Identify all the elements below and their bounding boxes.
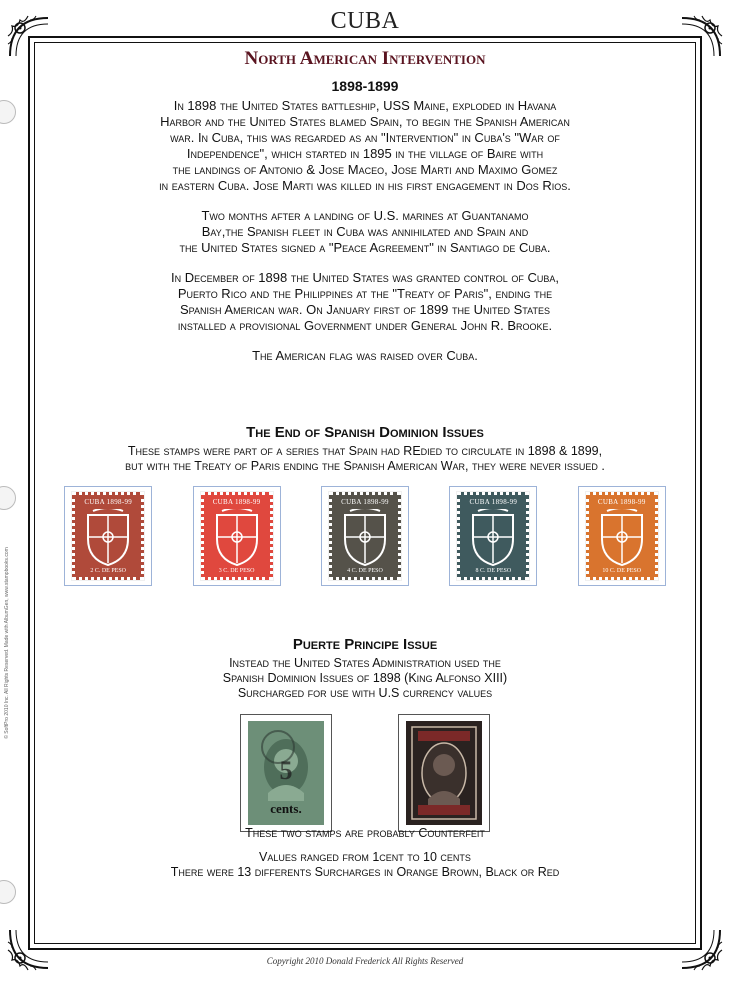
king-portrait-icon (406, 721, 482, 825)
stamp (72, 492, 144, 580)
side-credit: © SoftPro 2010 Inc. All Rights Reserved. Made with AlbumGen, www.stampbooks.com (4, 547, 10, 739)
section-title: The End of Spanish Dominion Issues (246, 424, 484, 441)
stamp-mount (398, 714, 490, 832)
stamp (329, 492, 401, 580)
spanish-dominion-section (44, 424, 686, 474)
main-text (44, 48, 686, 378)
stamp-country-label: CUBA 1898-99 (597, 498, 646, 506)
years-label: 1898-1899 (331, 78, 399, 94)
counterfeit-caption: These two stamps are probably Counterfeit (245, 826, 485, 840)
stamp-mount (64, 486, 152, 586)
stamp-value-label: 2 C. DE PESO (90, 568, 127, 574)
section-title: Puerte Principe Issue (292, 636, 438, 653)
stamp (457, 492, 529, 580)
stamp-mount (578, 486, 666, 586)
page-title: CUBA (330, 8, 400, 34)
dominion-stamp-row (44, 486, 686, 586)
coat-of-arms-icon (83, 509, 133, 567)
history-paragraph: In 1898 the United States battleship, USS Maine, exploded in Havana Harbor and the United States blamed Spain, to begin the Spanish American war. In Cuba, this was regarded as an "Intervention" in Cuba's "War of Independence", which started in 1895 in the village of Baire with the landings of Antonio & Jose Maceo, Jose Marti and Maximo Gomez in eastern Cuba. Jose Marti was killed in his first engagement in Dos Rios. (159, 98, 571, 193)
coat-of-arms-icon (340, 509, 390, 567)
section-heading: North American Intervention (244, 48, 486, 69)
svg-text:5: 5 (279, 756, 293, 785)
history-paragraph: Two months after a landing of U.S. marines at Guantanamo Bay,the Spanish fleet in Cuba was annihilated and Spain and the United States signed a "Peace Agreement" in Santiago de Cuba. (179, 208, 551, 255)
puerto-principe-section (44, 636, 686, 701)
stamp-mount (240, 714, 332, 832)
stamp-country-label: CUBA 1898-99 (469, 498, 518, 506)
stamp-mount (449, 486, 537, 586)
stamp (586, 492, 658, 580)
section-description: These stamps were part of a series that Spain had REdied to circulate in 1898 & 1899, but with the Treaty of Paris ending the Spanish American War, they were never issued . (125, 444, 605, 473)
stamp-mount (321, 486, 409, 586)
stamp-value-label: 4 C. DE PESO (347, 568, 383, 574)
values-caption: Values ranged from 1cent to 10 cents There were 13 differents Surcharges in Orange Brown, Black or Red (170, 850, 560, 879)
stamp (201, 492, 273, 580)
punch-hole-icon (0, 100, 16, 124)
surcharged-stamp (406, 721, 482, 825)
history-paragraph: In December of 1898 the United States was granted control of Cuba, Puerto Rico and the Philippines at the "Treaty of Paris", ending the Spanish American war. On January first of 1899 the United States installed a provisional Government under General John R. Brooke. (170, 270, 560, 333)
surcharged-stamp (248, 721, 324, 825)
punch-hole-icon (0, 880, 16, 904)
stamp-mount (193, 486, 281, 586)
stamp-value-label: 3 C. DE PESO (218, 568, 255, 574)
stamp-value-label: 8 C. DE PESO (475, 568, 512, 574)
coat-of-arms-icon (212, 509, 262, 567)
stamp-value-label: 10 C. DE PESO (602, 568, 642, 574)
surcharge-label: cents. (270, 801, 302, 816)
surcharged-stamp-row (44, 714, 686, 832)
coat-of-arms-icon (468, 509, 518, 567)
section-description: Instead the United States Administration used the Spanish Dominion Issues of 1898 (King Alfonso XIII) Surcharged for use with U.S currency values (222, 656, 508, 700)
stamp-country-label: CUBA 1898-99 (212, 498, 261, 506)
stamp-country-label: CUBA 1898-99 (84, 498, 133, 506)
history-paragraph: The American flag was raised over Cuba. (252, 348, 478, 363)
coat-of-arms-icon (597, 509, 647, 567)
stamp-country-label: CUBA 1898-99 (341, 498, 389, 506)
copyright-footer: Copyright 2010 Donald Frederick All Rights Reserved (266, 956, 464, 966)
